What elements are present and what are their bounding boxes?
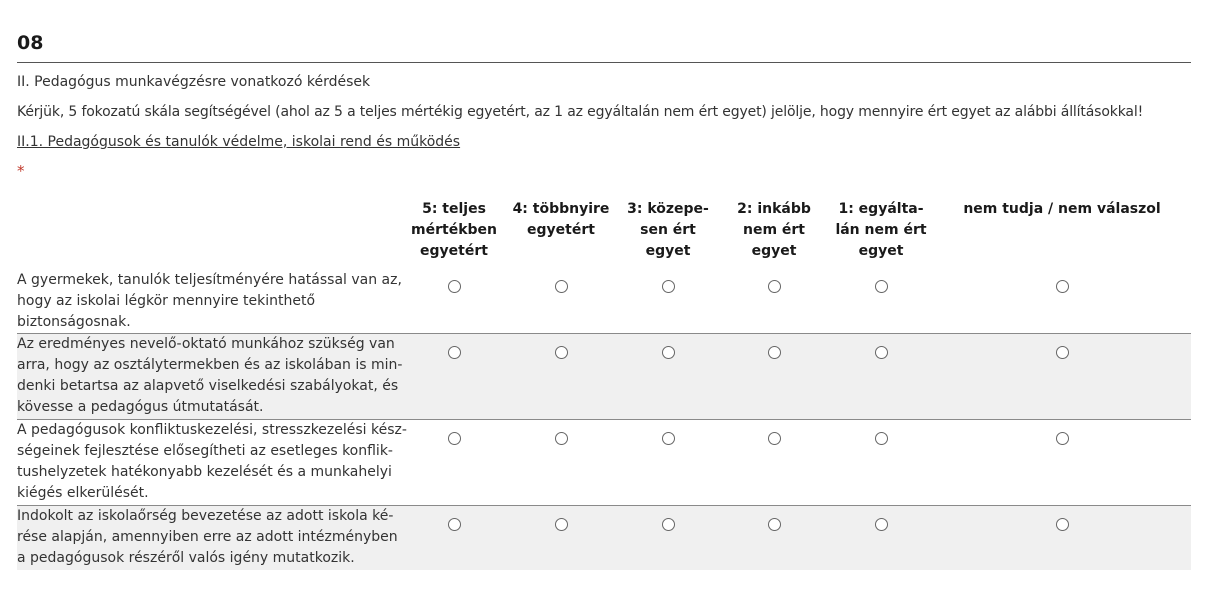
statement-text-line: tushelyzetek hatékonyabb kezelését és a munkahelyi	[17, 464, 392, 480]
radio-option-2[interactable]	[555, 280, 568, 293]
radio-option-6[interactable]	[1056, 346, 1069, 359]
statement-text-line: arra, hogy az osztálytermekben és az iskolában is min-	[17, 357, 403, 373]
statement-text-line: biztonságosnak.	[17, 314, 131, 330]
radio-option-5[interactable]	[875, 346, 888, 359]
statement-row-4	[17, 505, 1191, 570]
column-header-line: 4: többnyire	[512, 201, 610, 217]
radio-option-1[interactable]	[448, 432, 461, 445]
column-header-3	[623, 199, 713, 262]
column-header-6	[952, 199, 1172, 220]
radio-option-3[interactable]	[662, 518, 675, 531]
statement-text-line: A pedagógusok konfliktuskezelési, stresszkezelési kész-	[17, 422, 407, 438]
radio-option-4[interactable]	[768, 432, 781, 445]
radio-option-1[interactable]	[448, 346, 461, 359]
column-header-4	[729, 199, 819, 262]
column-header-line: 3: közepe-	[627, 201, 709, 217]
column-header-line: mértékben	[411, 222, 497, 238]
section-title: II. Pedagógus munkavégzésre vonatkozó kérdések	[17, 74, 371, 90]
column-header-line: sen ért	[640, 222, 696, 238]
radio-option-2[interactable]	[555, 432, 568, 445]
radio-option-6[interactable]	[1056, 432, 1069, 445]
statement-text	[17, 420, 407, 504]
radio-option-5[interactable]	[875, 280, 888, 293]
statement-text	[17, 334, 402, 418]
statement-text-line: Indokolt az iskolaőrség bevezetése az adott iskola ké-	[17, 508, 394, 524]
statement-text-line: A gyermekek, tanulók teljesítményére hatással van az,	[17, 272, 402, 288]
subsection-title: II.1. Pedagógusok és tanulók védelme, iskolai rend és működés	[17, 134, 461, 150]
column-header-line: egyet	[751, 243, 797, 259]
radio-option-3[interactable]	[662, 346, 675, 359]
radio-option-4[interactable]	[768, 280, 781, 293]
radio-option-3[interactable]	[662, 280, 675, 293]
radio-option-5[interactable]	[875, 518, 888, 531]
column-header-line: lán nem ért	[835, 222, 927, 238]
statement-text	[17, 270, 402, 333]
radio-option-3[interactable]	[662, 432, 675, 445]
statement-row-3	[17, 419, 1191, 506]
statement-row-1	[17, 268, 1191, 332]
statement-text-line: Az eredményes nevelő-oktató munkához szükség van	[17, 336, 395, 352]
radio-option-1[interactable]	[448, 280, 461, 293]
column-header-5	[831, 199, 931, 262]
column-header-line: nem ért	[742, 222, 805, 238]
radio-option-6[interactable]	[1056, 518, 1069, 531]
column-header-line: 5: teljes	[422, 201, 486, 217]
instruction-text: Kérjük, 5 fokozatú skála segítségével (ahol az 5 a teljes mértékig egyetért, az 1 az egyáltalán nem ért egyet) jelölje, hogy mennyire ért egyet az alábbi állításokkal!	[17, 104, 1144, 120]
radio-option-2[interactable]	[555, 518, 568, 531]
column-header-line: egyet	[645, 243, 691, 259]
statement-text-line: a pedagógusok részéről valós igény mutatkozik.	[17, 550, 355, 566]
statement-text-line: denki betartsa az alapvető viselkedési szabályokat, és	[17, 378, 399, 394]
radio-option-4[interactable]	[768, 518, 781, 531]
question-number: 08	[17, 32, 44, 54]
radio-option-4[interactable]	[768, 346, 781, 359]
statement-text-line: ségeinek fejlesztése elősegítheti az esetleges konflik-	[17, 443, 393, 459]
radio-option-1[interactable]	[448, 518, 461, 531]
statement-text-line: hogy az iskolai légkör mennyire tekinthető	[17, 293, 316, 309]
required-marker: *	[17, 162, 25, 180]
statement-text-line: kövesse a pedagógus útmutatását.	[17, 399, 264, 415]
column-header-line: 1: egyálta-	[838, 201, 924, 217]
statement-text-line: rése alapján, amennyiben erre az adott intézményben	[17, 529, 398, 545]
column-header-line: egyetért	[527, 222, 595, 238]
radio-option-2[interactable]	[555, 346, 568, 359]
radio-option-6[interactable]	[1056, 280, 1069, 293]
statement-text-line: kiégés elkerülését.	[17, 485, 149, 501]
column-header-line: 2: inkább	[737, 201, 811, 217]
column-header-line: egyet	[858, 243, 904, 259]
statement-row-2	[17, 333, 1191, 420]
column-header-2	[511, 199, 611, 241]
column-header-line: egyetért	[420, 243, 488, 259]
column-header-1	[404, 199, 504, 262]
statement-text	[17, 506, 398, 569]
column-header-line: nem tudja / nem válaszol	[963, 201, 1161, 217]
radio-option-5[interactable]	[875, 432, 888, 445]
question-divider	[17, 62, 1191, 63]
